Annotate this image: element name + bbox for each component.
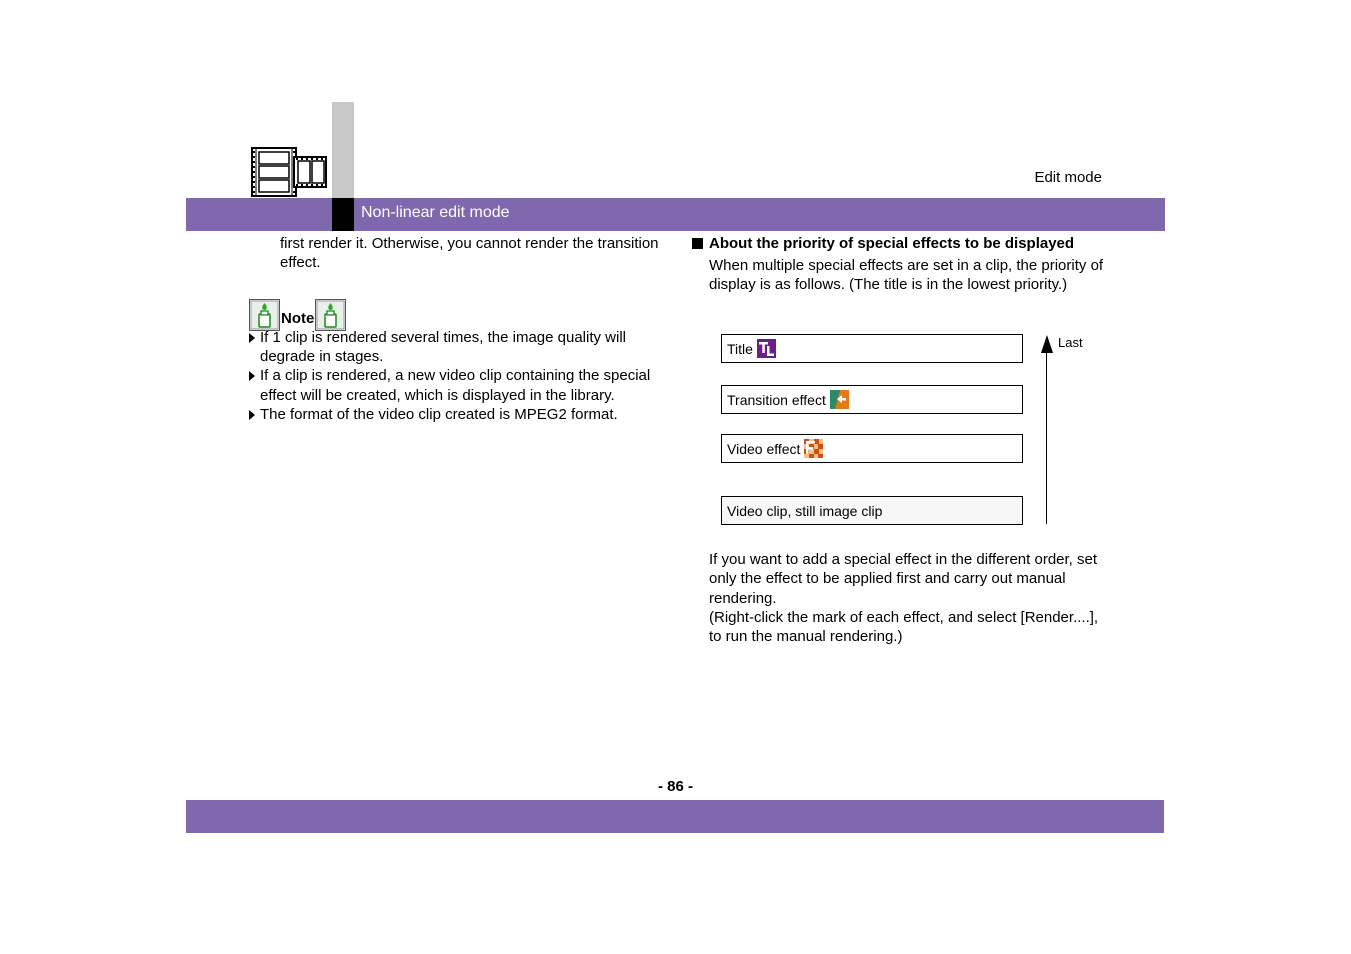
header-black-tab <box>332 198 354 231</box>
note-item-text: If 1 clip is rendered several times, the image quality will degrade in stages. <box>260 329 626 366</box>
note-list <box>249 328 669 424</box>
priority-label: Video clip, still image clip <box>727 502 883 519</box>
transition-effect-icon <box>830 390 849 409</box>
outro-text <box>709 550 1109 646</box>
bullet-arrow-icon <box>249 333 255 343</box>
priority-label: Transition effect <box>727 391 826 408</box>
section-heading: About the priority of special effects to be displayed <box>709 235 1075 252</box>
priority-box-transition <box>721 385 1023 414</box>
note-label: Note <box>281 310 315 327</box>
priority-box-video-clip <box>721 496 1023 525</box>
page-number: - 86 - <box>657 778 693 795</box>
note-item-text: The format of the video clip created is MPEG2 format. <box>260 405 618 423</box>
arrow-label: Last <box>1058 335 1083 350</box>
bullet-arrow-icon <box>249 410 255 420</box>
priority-box-video-effect <box>721 434 1023 463</box>
outro-paragraph: (Right-click the mark of each effect, and select [Render....], to run the manual rendering.) <box>709 608 1099 646</box>
arrow-up-icon <box>1041 335 1053 353</box>
note-bottle-icon <box>249 299 280 331</box>
priority-label: Title <box>727 340 753 357</box>
list-item <box>249 366 669 404</box>
list-item <box>249 328 669 366</box>
priority-box-title <box>721 334 1023 363</box>
bullet-arrow-icon <box>249 371 255 381</box>
mode-label: Edit mode <box>1034 169 1102 186</box>
priority-description: When multiple special effects are set in a clip, the priority of display is as follows. (The title is in the lowest priority.) <box>709 257 1104 294</box>
intro-text: first render it. Otherwise, you cannot render the transition effect. <box>280 235 659 272</box>
section-title: Non-linear edit mode <box>361 204 510 221</box>
film-strip-icon <box>248 146 330 198</box>
outro-paragraph: If you want to add a special effect in the different order, set only the effect to be applied first and carry out manual rendering. <box>709 551 1098 607</box>
title-icon <box>757 339 776 358</box>
note-bottle-icon <box>315 299 346 331</box>
video-effect-icon <box>804 439 823 458</box>
heading-square-icon <box>692 238 703 249</box>
list-item <box>249 405 669 424</box>
priority-label: Video effect <box>727 440 801 457</box>
footer-bar <box>186 800 1164 833</box>
note-header <box>249 297 346 331</box>
note-item-text: If a clip is rendered, a new video clip containing the special effect will be created, which is displayed in the library. <box>260 367 651 404</box>
header-gray-tab <box>332 102 354 198</box>
priority-arrow-line <box>1046 350 1047 524</box>
